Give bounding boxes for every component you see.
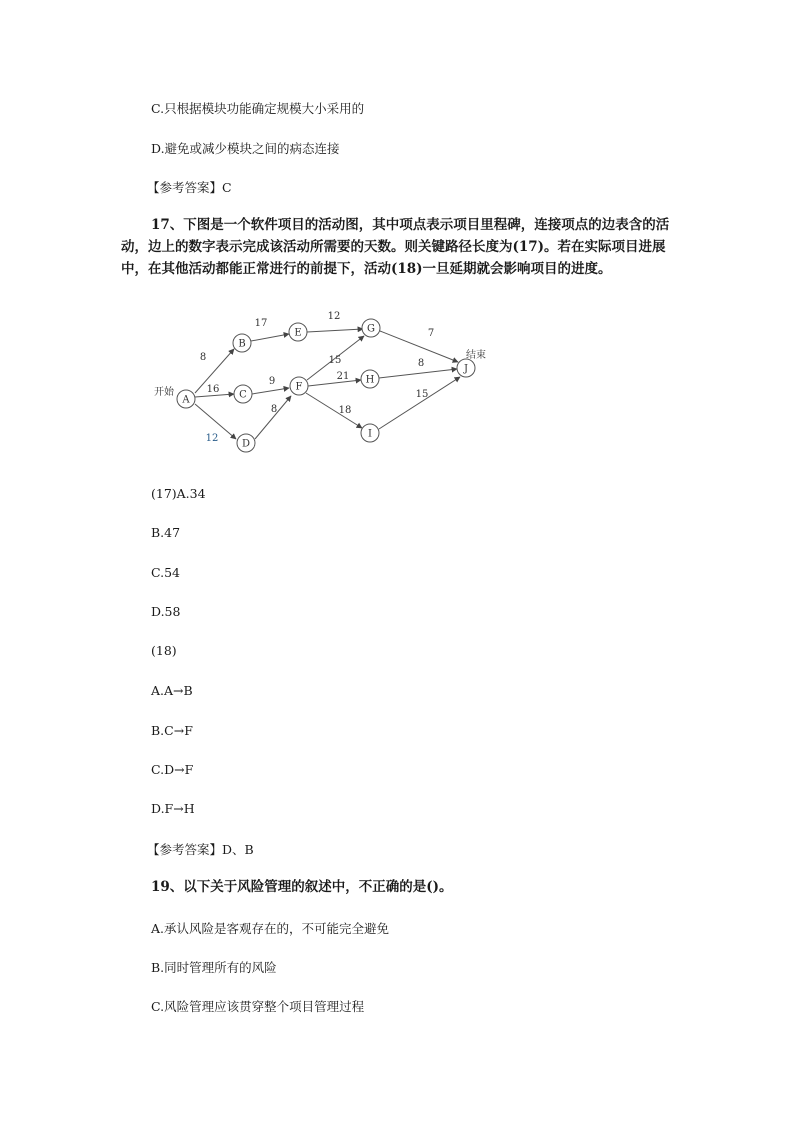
edge-a-d-weight: 12 [205, 433, 219, 444]
sub18-option-b: B.C→F [151, 723, 193, 738]
node-e-label: E [294, 327, 302, 339]
edge-d-f [255, 396, 291, 439]
sub18-option-d: D.F→H [151, 801, 195, 816]
sub18-option-c: C.D→F [151, 762, 194, 777]
edge-f-h-weight: 21 [336, 371, 350, 382]
edge-f-g-weight: 15 [328, 355, 342, 366]
edge-b-e-weight: 17 [254, 318, 268, 329]
node-j-label: J [463, 363, 469, 375]
node-f-label: F [295, 381, 303, 393]
edge-e-g-weight: 12 [327, 311, 341, 322]
q19-question: 19、以下关于风险管理的叙述中，不正确的是()。 [151, 879, 453, 895]
q16-answer: 【参考答案】C [147, 180, 232, 195]
edge-g-j-weight: 7 [427, 328, 435, 339]
activity-diagram [140, 296, 510, 456]
edge-a-c-weight: 16 [206, 384, 220, 395]
sub17-option-a: (17)A.34 [151, 486, 206, 501]
q19-option-b: B.同时管理所有的风险 [151, 960, 277, 975]
q16-option-d: D.避免或减少模块之间的病态连接 [151, 141, 340, 156]
q17-question: 17、下图是一个软件项目的活动图，其中项点表示项目里程碑，连接项点的边表含的活动，边上的数字表示完成该活动所需要的天数。则关键路径长度为(17)。若在实际项目进展中，在其他活动都能正常进行的前提下，活动(18)一旦延期就会影响项目的进度。 [121, 217, 670, 277]
edge-f-i [306, 393, 362, 428]
edge-d-f-weight: 8 [270, 404, 278, 415]
start-label: 开始 [154, 387, 174, 398]
q17-answer: 【参考答案】D、B [147, 842, 254, 857]
edge-e-g [307, 329, 363, 332]
edge-c-f [252, 388, 289, 394]
edge-c-f-weight: 9 [268, 376, 276, 387]
edge-f-h [308, 380, 361, 386]
node-a-label: A [182, 394, 190, 406]
sub17-option-b: B.47 [151, 525, 181, 540]
edge-i-j-weight: 15 [415, 389, 429, 400]
edge-a-b-weight: 8 [199, 352, 207, 363]
edge-f-i-weight: 18 [338, 405, 352, 416]
q19-option-c: C.风险管理应该贯穿整个项目管理过程 [151, 999, 365, 1014]
edge-i-j [379, 377, 460, 429]
sub17-option-d: D.58 [151, 604, 181, 619]
q19-option-a: A.承认风险是客观存在的，不可能完全避免 [151, 921, 390, 936]
sub17-option-c: C.54 [151, 565, 180, 580]
sub18-option-a: A.A→B [151, 683, 193, 698]
node-d-label: D [241, 438, 251, 450]
node-h-label: H [365, 374, 375, 386]
edge-h-j-weight: 8 [417, 358, 425, 369]
end-label: 结束 [466, 350, 486, 361]
node-i-label: I [368, 428, 372, 440]
q16-option-c: C.只根据模块功能确定规模大小采用的 [151, 101, 365, 116]
sub18-label: (18) [151, 643, 177, 658]
node-b-label: B [238, 338, 246, 350]
edge-b-e [251, 334, 289, 341]
node-g-label: G [367, 323, 375, 335]
node-c-label: C [239, 389, 247, 401]
edge-h-j [379, 369, 457, 378]
